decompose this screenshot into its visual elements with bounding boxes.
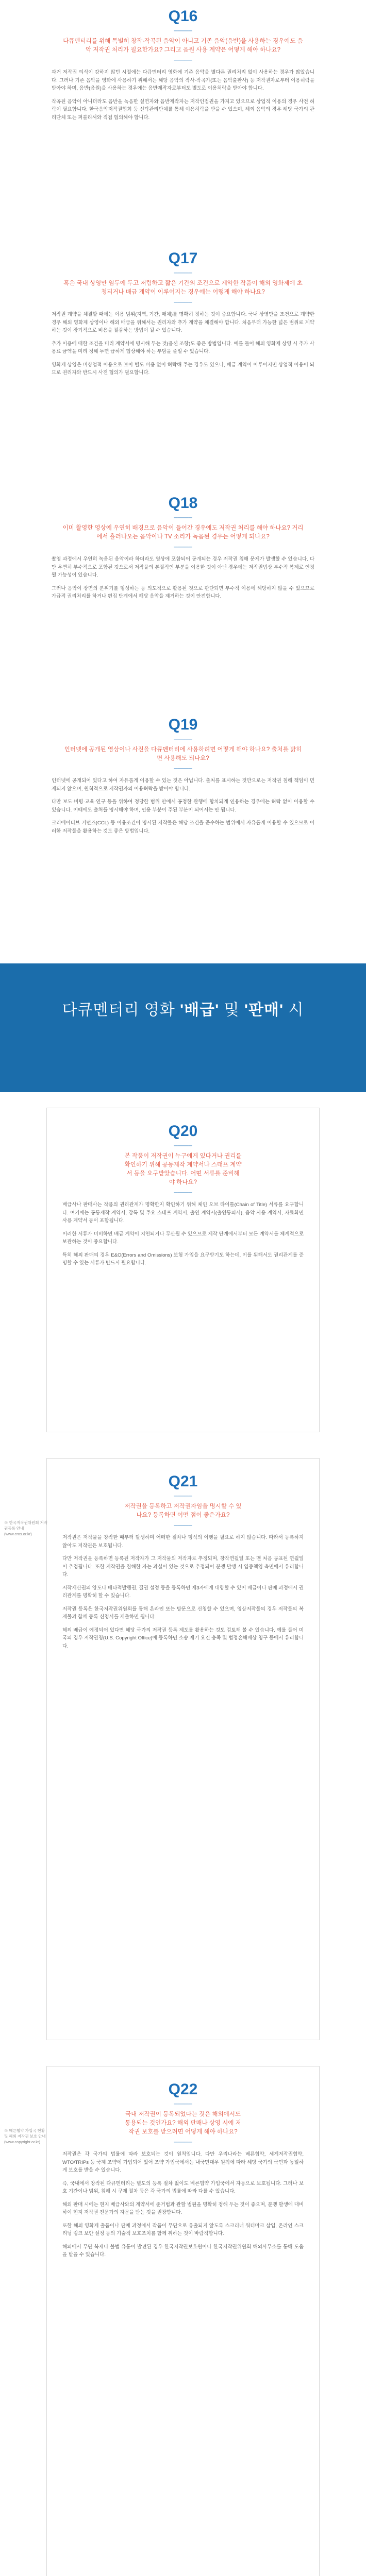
qa-section (0, 1108, 366, 1443)
answer-paragraph: 크리에이티브 커먼즈(CCL) 등 이용조건이 명시된 저작물은 해당 조건을 준수하는 범위에서 자유롭게 이용할 수 있으므로 이러한 저작물을 활용하는 것도 좋은 방법입니다. (52, 820, 314, 834)
separator-line: ───── (174, 766, 192, 772)
answer-paragraph: 배급사나 판매사는 작품의 권리관계가 명확한지 확인하기 위해 체인 오브 타이틀(Chain of Title) 서류를 요구합니다. 여기에는 공동제작 계약서, 감독 및 주요 스태프 계약서, 출연 계약서(출연동의서), 음악 사용 계약서, 자료화면 사용 계약서 등이 포함됩니다. (62, 1202, 304, 1224)
qa-box (46, 1458, 320, 2040)
answer-paragraph: 인터넷에 공개되어 있다고 하여 자유롭게 이용할 수 있는 것은 아닙니다. 출처를 표시하는 것만으로는 저작권 침해 책임이 면제되지 않으며, 원칙적으로 저작권자의 이용허락을 받아야 합니다. (52, 778, 314, 792)
banner-middle: 및 (219, 1002, 244, 1019)
question-number: Q17 (168, 250, 198, 267)
side-note: ※ 한국저작권위원회 저작권등록 안내 (www.cros.or.kr) (4, 1520, 48, 1536)
question-number: Q21 (168, 1473, 198, 1490)
separator-line: ───── (174, 2102, 192, 2107)
answer-paragraph: 저작재산권의 양도나 배타적발행권, 질권 설정 등을 등록하면 제3자에게 대항할 수 있어 배급이나 판매 과정에서 권리관계를 명확히 할 수 있습니다. (62, 1585, 304, 1599)
question-number: Q19 (168, 716, 198, 733)
banner-suffix: 시 (284, 1002, 304, 1019)
answer-paragraph: 저작권은 각 국가의 법률에 따라 보호되는 것이 원칙입니다. 다만 우리나라는 베른협약, 세계저작권협약, WTO/TRIPs 등 국제 조약에 가입되어 있어 조약 가입국에서는 내국민대우 원칙에 따라 해당 국가의 국민과 동일하게 보호를 받을 수 있습니다. (62, 2151, 304, 2173)
question-title: 이미 촬영한 영상에 우연히 배경으로 음악이 들어간 경우에도 저작권 처리를 해야 하나요? 거리에서 흘러나오는 음악이나 TV 소리가 녹음된 경우는 어떻게 되나요? (62, 525, 304, 540)
separator-line: ───── (174, 270, 192, 276)
answer-paragraph: 저작권은 저작물을 창작한 때부터 발생하며 어떠한 절차나 형식의 이행을 필요로 하지 않습니다. 따라서 등록하지 않아도 저작권은 보호됩니다. (62, 1535, 304, 1549)
answer-paragraph: 해외 배급이 예정되어 있다면 해당 국가의 저작권 등록 제도를 활용하는 것도 검토해 볼 수 있습니다. 예를 들어 미국의 경우 저작권청(U.S. Copyright Office)에 등록하면 소송 제기 요건 충족 및 법정손해배상 청구 등에서 유리합니다. (62, 1627, 304, 1649)
qa-section (0, 1458, 366, 2050)
banner-prefix: 다큐멘터리 영화 (62, 1002, 180, 1019)
answer-paragraph: 또한 해외 영화제 출품이나 판매 과정에서 작품이 무단으로 유출되지 않도록 스크리너 워터마크 삽입, 온라인 스크리닝 링크 보안 설정 등의 기술적 보호조치를 함께 취하는 것이 바람직합니다. (62, 2223, 304, 2236)
question-number: Q18 (168, 495, 198, 512)
banner-title (0, 963, 366, 1020)
question-number: Q20 (168, 1123, 198, 1140)
side-note: ※ 베른협약 가입국 현황 및 해외 저작권 보호 안내 (www.copyright.or.kr) (4, 2128, 46, 2144)
qa-box (46, 2066, 320, 2576)
answer-paragraph: 이러한 서류가 미비하면 배급 계약이 지연되거나 무산될 수 있으므로 제작 단계에서부터 모든 계약서를 체계적으로 보관하는 것이 중요합니다. (62, 1231, 304, 1245)
qa-section (0, 8, 366, 242)
separator-line: ───── (174, 1523, 192, 1529)
answer-paragraph: 다만 보도·비평·교육·연구 등을 위하여 정당한 범위 안에서 공정한 관행에 합치되게 인용하는 경우에는 허락 없이 이용할 수 있습니다. 이때에도 출처를 명시해야 하며, 인용 부분이 주된 부분이 되어서는 안 됩니다. (52, 799, 314, 813)
banner-highlight: '판매' (244, 1002, 284, 1019)
separator-line: ───── (174, 300, 192, 306)
separator-line: ───── (174, 1143, 192, 1149)
separator-line: ───── (174, 545, 192, 550)
separator-line: ───── (174, 1494, 192, 1499)
answer-paragraph: 작곡된 음악이 아니더라도 음반을 녹음한 실연자와 음반제작자는 저작인접권을 가지고 있으므로 상업적 이용의 경우 사전 허락이 필요합니다. 한국음악저작권협회 등 신탁관리단체를 통해 이용허락을 받을 수 있으며, 해외 음악의 경우 해당 국가의 관리단체 또는 퍼블리셔와 직접 협의해야 합니다. (52, 98, 314, 121)
separator-line: ───── (174, 58, 192, 63)
answer-paragraph: 다만 저작권을 등록하면 등록된 저작자가 그 저작물의 저작자로 추정되며, 창작연월일 또는 맨 처음 공표된 연월일이 추정됩니다. 또한 저작권을 침해한 자는 과실이 있는 것으로 추정되어 분쟁 발생 시 입증책임 측면에서 유리합니다. (62, 1556, 304, 1578)
answer-paragraph: 저작권 등록은 한국저작권위원회를 통해 온라인 또는 방문으로 신청할 수 있으며, 영상저작물의 경우 저작물의 복제물과 함께 등록 신청서를 제출하면 됩니다. (62, 1606, 304, 1620)
question-title: 혹은 국내 상영만 염두에 두고 저렴하고 짧은 기간의 조건으로 계약한 작품이 해외 영화제에 초청되거나 배급 계약이 이루어지는 경우에는 어떻게 해야 하나요? (63, 280, 303, 295)
section-banner (0, 963, 366, 1092)
banner-highlight: '배급' (180, 1002, 220, 1019)
answer-paragraph: 영화제 상영은 비상업적 이용으로 보아 별도 비용 없이 허락해 주는 경우도 있으나, 배급 계약이 이루어지면 상업적 이용이 되므로 권리자와 반드시 사전 협의가 필요합니다. (52, 362, 314, 376)
separator-line: ───── (174, 28, 192, 34)
answer-paragraph: 추가 이용에 대한 조건을 미리 계약서에 명시해 두는 것(옵션 조항)도 좋은 방법입니다. 예를 들어 해외 영화제 상영 시 추가 사용료 금액을 미리 정해 두면 급하게 협상해야 하는 부담을 줄일 수 있습니다. (52, 341, 314, 354)
question-number: Q16 (168, 8, 198, 25)
question-title: 국내 저작권이 등록되었다는 것은 해외에서도 통용되는 것인가요? 해외 판매나 상영 시에 저작권 보호를 받으려면 어떻게 해야 하나요? (125, 2111, 241, 2135)
separator-line: ───── (174, 1190, 192, 1196)
answer-paragraph: 해외 판매 시에는 현지 배급사와의 계약서에 준거법과 관할 법원을 명확히 정해 두는 것이 좋으며, 분쟁 발생에 대비하여 현지 저작권 전문가의 자문을 받는 것을 권장합니다. (62, 2201, 304, 2215)
separator-line: ───── (174, 737, 192, 742)
question-title: 인터넷에 공개된 영상이나 사진을 다큐멘터리에 사용하려면 어떻게 해야 하나요? 출처를 밝히면 사용해도 되나요? (64, 747, 302, 761)
question-number: Q22 (168, 2081, 198, 2098)
question-title: 저작권을 등록하고 저작권자임을 명시할 수 있나요? 등록하면 어떤 점이 좋은가요? (124, 1503, 242, 1518)
qa-section (0, 495, 366, 708)
answer-paragraph: 저작권 계약을 체결할 때에는 이용 범위(지역, 기간, 매체)를 명확히 정하는 것이 중요합니다. 국내 상영만을 조건으로 계약한 경우 해외 영화제 상영이나 해외 배급을 위해서는 권리자와 추가 계약을 체결해야 합니다. 처음부터 가능한 넓은 범위로 계약하는 것이 장기적으로 비용을 절감하는 방법이 될 수 있습니다. (52, 312, 314, 333)
qa-section (0, 716, 366, 943)
answer-paragraph: 그러나 음악이 장면의 분위기를 형성하는 등 의도적으로 활용된 것으로 판단되면 부수적 이용에 해당하지 않을 수 있으므로 가급적 권리처리를 하거나 편집 단계에서 해당 음악을 제거하는 것이 안전합니다. (52, 585, 314, 599)
qa-box (46, 1108, 320, 1432)
answer-paragraph: 촬영 과정에서 우연히 녹음된 음악이라 하더라도 영상에 포함되어 공개되는 경우 저작권 침해 문제가 발생할 수 있습니다. 다만 우연히 부수적으로 포함된 것으로서 저작물의 본질적인 부분을 이용한 것이 아닌 경우에는 저작권법상 부수적 복제로 인정될 가능성이 있습니다. (52, 556, 314, 578)
separator-line: ───── (174, 2140, 192, 2145)
separator-line: ───── (174, 515, 192, 521)
question-title: 다큐멘터리를 위해 특별히 창작·작곡된 음악이 아니고 기존 음악(음반)을 사용하는 경우에도 음악 저작권 처리가 필요한가요? 그리고 음원 사용 계약은 어떻게 해야 하나요? (63, 38, 303, 53)
answer-paragraph: 즉, 국내에서 창작된 다큐멘터리는 별도의 등록 절차 없이도 베른협약 가입국에서 자동으로 보호됩니다. 그러나 보호 기간이나 범위, 침해 시 구제 절차 등은 각 국가의 법률에 따라 다를 수 있습니다. (62, 2180, 304, 2194)
question-title: 본 작품이 저작권이 누구에게 있다거나 권리를 확인하기 위해 공동제작 계약서나 스태프 계약서 등을 요구받았습니다. 어떤 서류를 준비해야 하나요? (124, 1153, 242, 1185)
answer-paragraph: 특히 해외 판매의 경우 E&O(Errors and Omissions) 보험 가입을 요구받기도 하는데, 이를 위해서도 권리관계를 증명할 수 있는 서류가 반드시 필요합니다. (62, 1252, 304, 1266)
answer-paragraph: 과거 저작권 의식이 강하지 않던 시절에는 다큐멘터리 영화에 기존 음악을 별다른 권리처리 없이 사용하는 경우가 많았습니다. 그러나 기존 음악을 영화에 사용하기 위해서는 해당 음악의 작사·작곡가(또는 음악출판사) 등 저작권자로부터 이용허락을 받아야 하며, 음반(음원)을 사용하는 경우에는 음반제작자로부터도 별도로 이용허락을 받아야 합니다. (52, 70, 314, 91)
answer-paragraph: 해외에서 무단 복제나 불법 유통이 발견된 경우 한국저작권보호원이나 한국저작권위원회 해외사무소를 통해 도움을 받을 수 있습니다. (62, 2244, 304, 2258)
qa-section (0, 250, 366, 487)
qa-section (0, 2066, 366, 2576)
